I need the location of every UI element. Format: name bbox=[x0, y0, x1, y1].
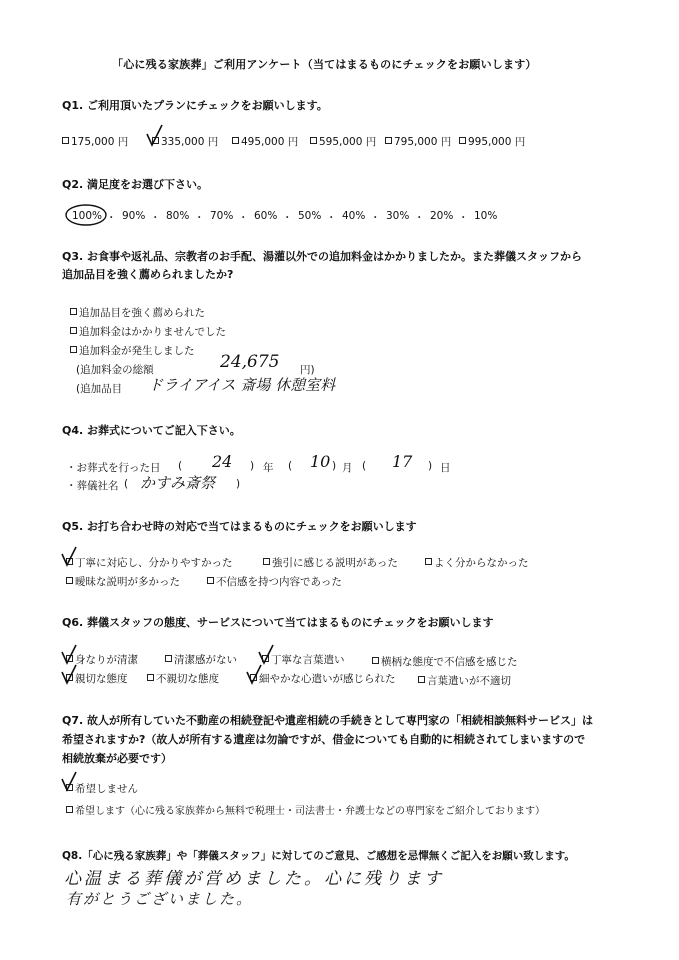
q1-option-495000[interactable]: 495,000 円 bbox=[232, 134, 298, 149]
q7-question-line2: 希望されますか?（故人が所有する遺産は勿論ですが、借金についても自動的に相続されてしまいますので bbox=[62, 733, 586, 746]
survey-title: 「心に残る家族葬」ご利用アンケート（当てはまるものにチェックをお願いします） bbox=[112, 58, 537, 71]
q4-question: Q4. お葬式についてご記入下さい。 bbox=[62, 424, 241, 437]
checkbox-icon bbox=[263, 558, 270, 565]
q6-option-clean[interactable]: 身なりが清潔 bbox=[66, 652, 138, 667]
selection-circle-icon bbox=[64, 203, 108, 227]
q4-year-value[interactable]: 24 bbox=[212, 452, 233, 471]
q2-option-20[interactable]: 20% bbox=[430, 210, 454, 222]
handwritten-check-icon bbox=[257, 644, 277, 666]
handwritten-check-icon bbox=[60, 771, 80, 793]
q7-option-request[interactable]: 希望します（心に残る家族葬から無料で税理士・司法書士・弁護士などの専門家をご紹介しております） bbox=[66, 802, 545, 817]
q3-items-label: (追加品目 bbox=[76, 383, 123, 395]
handwritten-check-icon bbox=[60, 664, 80, 686]
checkbox-icon bbox=[62, 137, 69, 144]
checkbox-icon bbox=[207, 577, 214, 584]
q6-option-improper-language[interactable]: 言葉遣いが不適切 bbox=[418, 673, 511, 688]
handwritten-check-icon bbox=[145, 124, 165, 148]
q1-option-335000[interactable]: 335,000 円 bbox=[152, 134, 218, 149]
q5-option-polite[interactable]: 丁寧に対応し、分かりやすかった bbox=[66, 555, 233, 570]
q3-question-line2: 追加品目を強く薦められましたか? bbox=[62, 268, 234, 281]
q5-option-distrust[interactable]: 不信感を持つ内容であった bbox=[207, 574, 342, 589]
q5-option-forceful[interactable]: 強引に感じる説明があった bbox=[263, 555, 398, 570]
checkbox-icon bbox=[66, 577, 73, 584]
checkbox-icon bbox=[418, 676, 425, 683]
q1-option-175000[interactable]: 175,000 円 bbox=[62, 134, 128, 149]
handwritten-check-icon bbox=[60, 546, 80, 568]
q2-option-50[interactable]: 50% bbox=[298, 210, 322, 222]
q5-question: Q5. お打ち合わせ時の対応で当てはまるものにチェックをお願いします bbox=[62, 520, 417, 533]
q6-option-polite-language[interactable]: 丁寧な言葉遣い bbox=[262, 652, 345, 667]
q8-answer-line2[interactable]: 有がとうございました。 bbox=[66, 890, 254, 908]
q1-option-795000[interactable]: 795,000 円 bbox=[385, 134, 451, 149]
q2-option-90[interactable]: 90% bbox=[122, 210, 146, 222]
checkbox-icon bbox=[232, 137, 239, 144]
q8-answer-line1[interactable]: 心温まる葬儀が営めました。心に残ります bbox=[64, 869, 444, 889]
q1-question: Q1. ご利用頂いたプランにチェックをお願いします。 bbox=[62, 99, 328, 112]
q8-question: Q8.「心に残る家族葬」や「葬儀スタッフ」に対してのご意見、ご感想を忌憚無くご記入をお願い致します。 bbox=[62, 850, 575, 862]
q1-option-995000[interactable]: 995,000 円 bbox=[459, 134, 525, 149]
q3-question-line1: Q3. お食事や返礼品、宗教者のお手配、湯灌以外での追加料金はかかりましたか。また葬儀スタッフから bbox=[62, 250, 583, 263]
q2-option-40[interactable]: 40% bbox=[342, 210, 366, 222]
q3-total-value[interactable]: 24,675 bbox=[220, 352, 280, 372]
checkbox-icon bbox=[425, 558, 432, 565]
q2-question: Q2. 満足度をお選び下さい。 bbox=[62, 178, 209, 191]
q3-option-charged[interactable]: 追加料金が発生しました bbox=[70, 343, 195, 358]
q2-option-80[interactable]: 80% bbox=[166, 210, 190, 222]
q7-question-line1: Q7. 故人が所有していた不動産の相続登記や遺産相続の手続きとして専門家の「相続相談無料サービス」は bbox=[62, 714, 594, 727]
q2-option-70[interactable]: 70% bbox=[210, 210, 234, 222]
checkbox-icon bbox=[147, 674, 154, 681]
q6-question: Q6. 葬儀スタッフの態度、サービスについて当てはまるものにチェックをお願いします bbox=[62, 616, 494, 629]
q4-month-value[interactable]: 10 bbox=[310, 452, 331, 471]
q7-option-decline[interactable]: 希望しません bbox=[66, 781, 138, 796]
checkbox-icon bbox=[165, 655, 172, 662]
q2-option-10[interactable]: 10% bbox=[474, 210, 498, 222]
q3-option-no-charge[interactable]: 追加料金はかかりませんでした bbox=[70, 324, 226, 339]
q4-company-label: ・葬儀社名 bbox=[66, 480, 119, 492]
q4-date-label: ・お葬式を行った日 bbox=[66, 462, 161, 474]
q3-total-label: (追加料金の総額 bbox=[76, 364, 154, 376]
checkbox-icon bbox=[310, 137, 317, 144]
handwritten-check-icon bbox=[245, 664, 265, 686]
q3-total-unit: 円) bbox=[300, 364, 315, 376]
q6-option-arrogant[interactable]: 横柄な態度で不信感を感じた bbox=[372, 654, 518, 669]
checkbox-icon bbox=[459, 137, 466, 144]
q1-option-595000[interactable]: 595,000 円 bbox=[310, 134, 376, 149]
survey-page: 「心に残る家族葬」ご利用アンケート（当てはまるものにチェックをお願いします） Q1. ご利用頂いたプランにチェックをお願いします。 175,000 円 335,000 円 495,000 円 595,000 円 795,000 円 995,000 円 Q2. 満足度をお選び下さい。 100% ・ 90% ・ 80% ・ 70% ・ 60% ・ 50% ・ 40% ・ 30% ・ 20% ・ 10% Q3. お食事や返礼品、宗教者のお手配、湯灌以外での追加料金はかかりましたか。また葬儀スタッフから 追加品目を強く薦められましたか? 追加品目を強く薦められた 追加料金はかかりませんでした 追加料金が発生しました (追加料金の総額 24,675 円) (追加品目 ドライアイス 斎場 休憩室料 Q4. お葬式についてご記入下さい。 ・お葬式を行った日 ( 24 ) 年 ( 10 ) 月 ( 17 ) 日 ・葬儀社名 ( かすみ斎祭 ) Q5. お打ち合わせ時の対応で当てはまるものにチェックをお願いします 丁寧に対応し、分かりやすかった 強引に感じる説明があった よく分からなかった 曖昧な説明が多かった 不信感を持つ内容であった Q6. 葬儀スタッフの態度、サービスについて当てはまるものにチェックをお願いします 身なりが清潔 清潔感がない 丁寧な言葉遣い 横柄な態度で不信感を感じた 親切な態度 不親切な態度 細やかな心遣いが感じられた 言葉遣いが不適切 Q7. 故人が所有していた不動産の相続登記や遺産相続の手続きとして専門家の「相続相談無料サービス」は 希望されますか?（故人が所有する遺産は勿論ですが、借金についても自動的に相続されてしまいますので 相続放棄が必要です） 希望しません 希望します（心に残る家族葬から無料で税理士・司法書士・弁護士などの専門家をご紹介しております） Q8.「心に残る家族葬」や「葬儀スタッフ」に対してのご意見、ご感想を忌憚無くご記入をお願い致します。 心温まる葬儀が営めました。心に残ります 有がとうございました。 bbox=[0, 0, 679, 960]
checkbox-icon bbox=[385, 137, 392, 144]
q6-option-kind[interactable]: 親切な態度 bbox=[66, 671, 128, 686]
q2-option-30[interactable]: 30% bbox=[386, 210, 410, 222]
q3-items-value[interactable]: ドライアイス 斎場 休憩室料 bbox=[148, 376, 336, 394]
handwritten-check-icon bbox=[60, 644, 80, 666]
checkbox-icon bbox=[66, 806, 73, 813]
q3-option-recommended[interactable]: 追加品目を強く薦められた bbox=[70, 305, 205, 320]
q2-option-60[interactable]: 60% bbox=[254, 210, 278, 222]
q7-question-line3: 相続放棄が必要です） bbox=[62, 752, 172, 765]
checkbox-icon bbox=[70, 327, 77, 334]
q4-day-value[interactable]: 17 bbox=[392, 452, 413, 471]
q5-option-unclear[interactable]: よく分からなかった bbox=[425, 555, 529, 570]
q6-option-unclean[interactable]: 清潔感がない bbox=[165, 652, 237, 667]
checkbox-icon bbox=[70, 308, 77, 315]
q6-option-unkind[interactable]: 不親切な態度 bbox=[147, 671, 219, 686]
q2-option-100[interactable]: 100% bbox=[72, 210, 103, 222]
q6-option-attentive[interactable]: 細やかな心遣いが感じられた bbox=[250, 671, 396, 686]
checkbox-icon bbox=[70, 346, 77, 353]
checkbox-icon bbox=[372, 657, 379, 664]
q5-option-vague[interactable]: 曖昧な説明が多かった bbox=[66, 574, 180, 589]
q4-company-value[interactable]: かすみ斎祭 bbox=[140, 474, 216, 492]
